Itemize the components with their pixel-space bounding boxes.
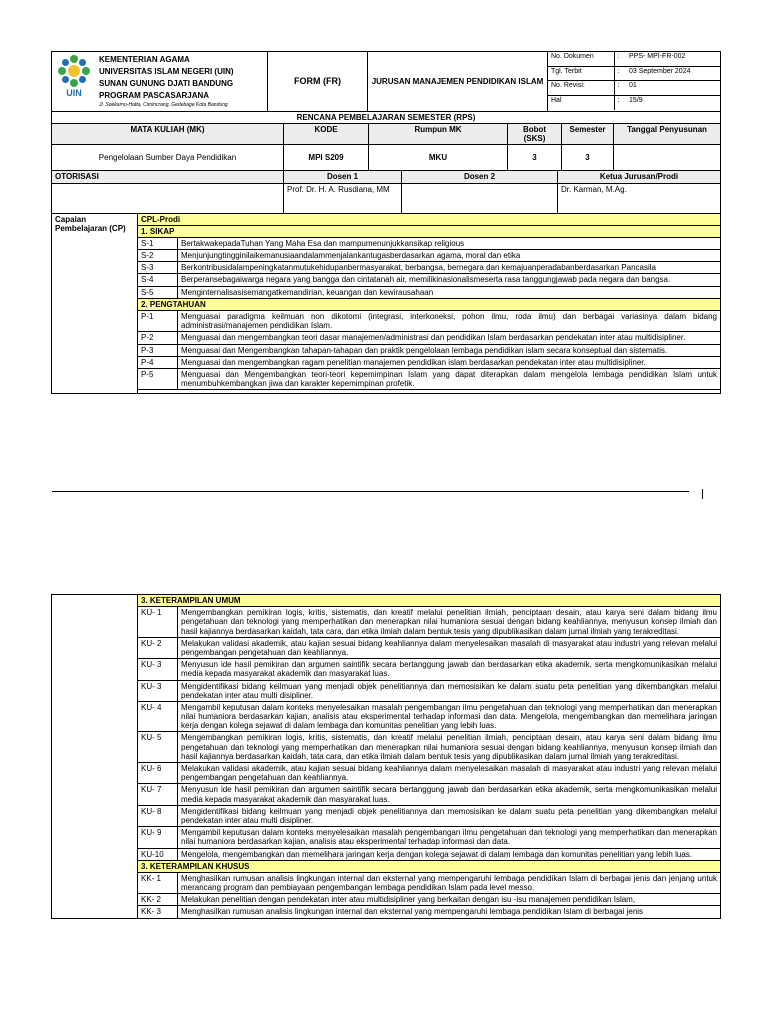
document-title: RENCANA PEMBELAJARAN SEMESTER (RPS) [52, 111, 721, 123]
item-code: KK- 3 [138, 906, 178, 918]
col-header: Rumpun MK [369, 123, 508, 144]
ku-row [52, 763, 721, 784]
item-text: Menyusun ide hasil pemikiran dan argumen saintifik secara bertanggung jawab dan berdasarkan etika akademik, serta mengkomunikasikan melalui media kepada masyarakat akademik dan masyarakat luas. [178, 659, 721, 680]
item-text: Menginternalisasisemangatkemandirian, keuangan dan kewirausahaan [178, 286, 721, 298]
ketua-name: Dr. Karman, M.Ag. [558, 183, 721, 213]
ku-row [52, 680, 721, 701]
cp-label-continued [52, 595, 138, 919]
meta-sep: : [614, 96, 626, 110]
department-name: JURUSAN MANAJEMEN PENDIDIKAN ISLAM [368, 52, 548, 112]
org-line: KEMENTERIAN AGAMA [99, 55, 190, 64]
sikap-heading: 1. SIKAP [138, 225, 721, 237]
kk-row [52, 906, 721, 918]
item-text: Melakukan validasi akademik, atau kajian sesuai bidang keahliannya dalam menyelesaikan masalah di masyarakat atau industri yang relevan melalui pengembangan pengetahuan dan keahliannya. [178, 763, 721, 784]
course-code: MPI S209 [284, 145, 369, 171]
pengetahuan-row [52, 344, 721, 356]
item-text: Menghasilkan rumusan analisis lingkungan internal dan eksternal yang mempengaruhi lembaga pendidikan Islam di berbagai jenis dan jenjang untuk merancang program dan pembiayaan pengembangan lembaga pendidikan Islam pada level messo. [178, 872, 721, 893]
item-text: Melakukan penelitian dengan pendekatan inter atau multidisipliner yang berkaitan dengan isu -isu manajemen pendidikan Islam, [178, 894, 721, 906]
item-code: KU- 4 [138, 701, 178, 732]
meta-table [548, 52, 720, 110]
item-code: KU- 3 [138, 680, 178, 701]
sikap-row [52, 286, 721, 298]
col-header: KODE [284, 123, 369, 144]
page-break-line [52, 491, 689, 492]
item-text: Mengidentifikasi bidang keilmuan yang menjadi objek penelitiannya dan memosisikan ke dalam suatu peta penelitian yang dikembangkan melalui pendekatan inter atau multi disipliner. [178, 680, 721, 701]
col-header: Dosen 2 [402, 171, 558, 183]
rps-page-1 [51, 51, 720, 394]
col-header: Bobot (SKS) [508, 123, 562, 144]
page-break-tick [702, 489, 703, 499]
ku-row [52, 848, 721, 860]
item-text: Berperansebagaiwarga negara yang bangga dan cintatanah air, memilikinasionalismeserta rasa tanggungjawab pada negara dan bangsa. [178, 274, 721, 286]
meta-value: PPS- MPI-FR-002 [626, 52, 720, 66]
item-code: P-5 [138, 368, 178, 389]
pengetahuan-row [52, 356, 721, 368]
ku-row [52, 637, 721, 658]
ku-row [52, 607, 721, 638]
meta-sep: : [614, 52, 626, 66]
meta-label: Tgl. Terbit [548, 66, 614, 81]
item-code: S-4 [138, 274, 178, 286]
ku-row [52, 701, 721, 732]
org-line: SUNAN GUNUNG DJATI BANDUNG [99, 79, 234, 88]
cp-table [51, 213, 721, 395]
item-code: KK- 2 [138, 894, 178, 906]
meta-label: No. Revisi: [548, 81, 614, 96]
item-code: P-4 [138, 356, 178, 368]
ku-row [52, 827, 721, 848]
dosen-1-name: Prof. Dr. H. A. Rusdiana, MM [284, 183, 402, 213]
meta-row [548, 81, 720, 96]
item-text: Mengidentifikasi bidang keilmuan yang menjadi objek penelitiannya dan memosisikan ke dalam suatu peta penelitian yang dikembangkan melalui pendekatan inter atau multi disipliner. [178, 805, 721, 826]
course-date [614, 145, 721, 171]
course-name: Pengelolaan Sumber Daya Pendidikan [52, 145, 284, 171]
org-line: PROGRAM PASCASARJANA [99, 91, 210, 100]
ku-row [52, 732, 721, 763]
cp-table-continued [51, 594, 721, 919]
institution-address: Jl. Soekarno-Hatta, Cimincrang, Gedebage Kota Bandung [99, 102, 228, 108]
course-semester: 3 [562, 145, 614, 171]
item-code: KK- 1 [138, 872, 178, 893]
cp-label: Capaian Pembelajaran (CP) [52, 213, 138, 394]
item-code: P-2 [138, 332, 178, 344]
pengetahuan-heading: 2. PENGTAHUAN [138, 298, 721, 310]
kk-heading: 3. KETERAMPILAN KHUSUS [138, 860, 721, 872]
col-header: Tanggal Penyusunan [614, 123, 721, 144]
rps-page-2 [51, 594, 720, 919]
document-meta [548, 52, 721, 112]
item-code: S-3 [138, 262, 178, 274]
cp-spacer [138, 390, 721, 394]
dosen-2-name [402, 183, 558, 213]
otorisasi-label: OTORISASI [52, 171, 284, 183]
item-text: Berkontribusidalampeningkatanmutukehidupanbermasyarakat, berbangsa, bernegara dan kemajuanperadabanberdasarkan Pancasila [178, 262, 721, 274]
item-code: KU- 6 [138, 763, 178, 784]
item-text: Mengambil keputusan dalam konteks menyelesaikan masalah pengembangan ilmu pengetahuan dan teknologi yang memperhatikan dan menerapkan nilai humaniora berdasarkan kajian, analisis atau eksperimental terhadap informasi dan data. [178, 827, 721, 848]
item-text: Melakukan validasi akademik, atau kajian sesuai bidang keahliannya dalam menyelesaikan masalah di masyarakat atau industri yang relevan melalui pengembangan pengetahuan dan keahliannya. [178, 637, 721, 658]
item-code: P-3 [138, 344, 178, 356]
course-cluster: MKU [369, 145, 508, 171]
course-info-table [51, 111, 721, 172]
item-code: S-1 [138, 237, 178, 249]
document-header [51, 51, 721, 112]
pengetahuan-row [52, 311, 721, 332]
item-code: KU- 2 [138, 637, 178, 658]
item-code: KU- 9 [138, 827, 178, 848]
item-code: KU- 7 [138, 784, 178, 805]
pengetahuan-row [52, 368, 721, 389]
item-text: Mengembangkan pemikiran logis, kritis, sistematis, dan kreatif melalui penelitian ilmiah, penciptaan desain, atau karya seni dalam bidang ilmu pengetahuan dan teknologi yang memperhatikan dan menerapkan nilai humaniora sesuai dengan bidang keahliannya, menyusun konsep ilmiah dan hasil kajiannya berdasarkan kaidah, tata cara, dan etika ilmiah dalam bentuk tesis yang dipublikasikan dalam jurnal ilmiah yang terakreditasi. [178, 732, 721, 763]
university-logo [55, 54, 93, 109]
item-code: KU- 5 [138, 732, 178, 763]
item-text: Menghasilkan rumusan analisis lingkungan internal dan eksternal yang mempengaruhi lembaga pendidikan Islam di berbagai jenis [178, 906, 721, 918]
item-text: Menyusun ide hasil pemikiran dan argumen saintifik secara bertanggung jawab dan berdasarkan etika akademik, serta mengkomunikasikan melalui media kepada masyarakat akademik dan masyarakat luas. [178, 784, 721, 805]
item-code: S-2 [138, 250, 178, 262]
meta-sep: : [614, 66, 626, 81]
item-text: Menguasai dan Mengembangkan teori-teori kepemimpinan Islam yang dapat diterapkan dalam mengelola lembaga pendidikan Islam untuk menumbuhkembangkan jiwa dan karakter kepemimpinan profetik. [178, 368, 721, 389]
meta-value: 03 September 2024 [626, 66, 720, 81]
item-text: Menguasai dan mengembangkan teori dasar manajemen/administrasi dan pendidikan Islam berdasarkan pendekatan inter atau multidisipliner. [178, 332, 721, 344]
item-text: Menguasai paradigma keilmuan non dikotomi (integrasi, interkoneksi, pohon ilmu, roda ilmu) dan berbagai variasinya dalam bidang administrasi/manajemen pendidikan Islam. [178, 311, 721, 332]
item-code: P-1 [138, 311, 178, 332]
org-line: UNIVERSITAS ISLAM NEGERI (UIN) [99, 67, 234, 76]
sikap-row [52, 274, 721, 286]
meta-row [548, 52, 720, 66]
item-text: Menjunjungtingginilaikemanusiaandalammenjalankantugasberdasarkan agama, moral dan etika [178, 250, 721, 262]
sikap-row [52, 250, 721, 262]
authorization-table [51, 170, 721, 213]
item-code: KU- 8 [138, 805, 178, 826]
item-text: Mengambil keputusan dalam konteks menyelesaikan masalah pengembangan ilmu pengetahuan dan teknologi yang memperhatikan dan menerapkan nilai humaniora berdasarkan kajian, analisis atau eksperimental terhadap informasi dan data. Mengelola, mengembangkan dan memelihara jaringan kerja dengan kolega sejawat di dalam lembaga dan komunitas penelitian yang lebih luas. [178, 701, 721, 732]
logo-text: UIN [66, 88, 82, 99]
col-header: MATA KULIAH (MK) [52, 123, 284, 144]
item-text: Menguasai dan mengembangkan ragam penelitian manajemen pendidikan islam berdasarkan pendekatan inter atau multidisipliner. [178, 356, 721, 368]
course-credits: 3 [508, 145, 562, 171]
col-header: Semester [562, 123, 614, 144]
sikap-row [52, 262, 721, 274]
meta-sep: : [614, 81, 626, 96]
col-header: Ketua Jurusan/Prodi [558, 171, 721, 183]
institution-block [52, 52, 268, 112]
meta-value: 01 [626, 81, 720, 96]
meta-label: No. Dokumen [548, 52, 614, 66]
item-text: BertakwakepadaTuhan Yang Maha Esa dan mampumenunjukkansikap religious [178, 237, 721, 249]
logo-emblem-icon [57, 54, 91, 88]
col-header: Dosen 1 [284, 171, 402, 183]
meta-row [548, 96, 720, 110]
meta-value: 15/9 [626, 96, 720, 110]
form-label: FORM (FR) [268, 52, 368, 112]
item-code: KU- 3 [138, 659, 178, 680]
sikap-row [52, 237, 721, 249]
item-code: S-5 [138, 286, 178, 298]
item-code: KU- 1 [138, 607, 178, 638]
ku-row [52, 659, 721, 680]
kk-row [52, 872, 721, 893]
ku-row [52, 784, 721, 805]
item-text: Mengembangkan pemikiran logis, kritis, sistematis, dan kreatif melalui penelitian ilmiah, penciptaan desain, atau karya seni dalam bidang ilmu pengetahuan dan teknologi yang memperhatikan dan menerapkan nilai humaniora sesuai dengan bidang keahliannya, menyusun konsep ilmiah dan hasil kajiannya berdasarkan kaidah, tata cara, dan etika ilmiah dalam bentuk tesis yang dipublikasikan dalam jurnal ilmiah yang terakreditasi. [178, 607, 721, 638]
kk-row [52, 894, 721, 906]
meta-row [548, 66, 720, 81]
ku-heading: 3. KETERAMPILAN UMUM [138, 595, 721, 607]
otorisasi-blank [52, 183, 284, 213]
pengetahuan-row [52, 332, 721, 344]
item-text: Menguasai dan Mengembangkan tahapan-tahapan dan praktik pengelolaan lembaga pendidikan islam secara konseptual dan sistematis. [178, 344, 721, 356]
cpl-prodi-heading: CPL-Prodi [138, 213, 721, 225]
ku-row [52, 805, 721, 826]
meta-label: Hal [548, 96, 614, 110]
item-text: Mengelola, mengembangkan dan memelihara jaringan kerja dengan kolega sejawat di dalam lembaga dan komunitas penelitian yang lebih luas. [178, 848, 721, 860]
item-code: KU-10 [138, 848, 178, 860]
